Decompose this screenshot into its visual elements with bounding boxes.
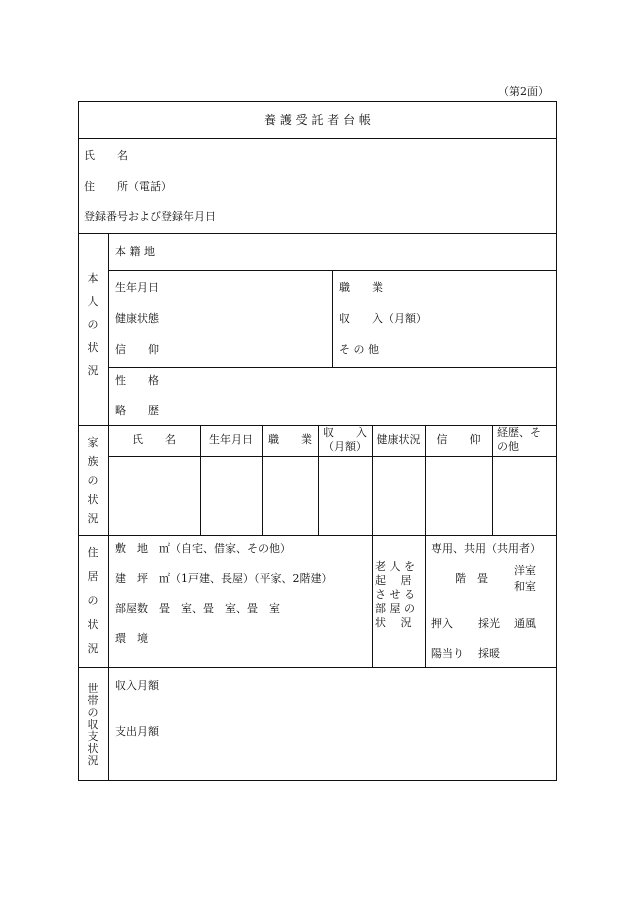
family-col-faith: 信 仰	[436, 433, 481, 446]
self-section-label: 本 人 の 状 況	[87, 272, 99, 377]
birthdate-label: 生年月日	[115, 281, 159, 294]
environment-label: 環 境	[115, 632, 148, 645]
family-col-name: 氏 名	[132, 433, 176, 446]
page-number-label: （第2面）	[498, 85, 549, 98]
household-expense-label: 支出月額	[115, 725, 159, 738]
occupation-label: 職 業	[339, 281, 383, 294]
site-area-label: 敷 地 ㎡（自宅、借家、その他）	[115, 542, 291, 555]
family-col-income-top: 収 入	[323, 426, 367, 439]
address-field-label: 住 所（電話）	[84, 180, 172, 193]
family-col-history-bottom: の他	[497, 440, 519, 453]
lighting-label: 採光	[478, 617, 500, 630]
room-count-label: 部屋数 畳 室、畳 室、畳 室	[115, 602, 280, 615]
family-col-job: 職 業	[268, 433, 312, 446]
elder-room-label: 老 人 を 起 居 さ せ る 部 屋 の 状 況	[375, 560, 415, 629]
heating-label: 採暖	[478, 647, 500, 660]
registration-field-label: 登録番号および登録年月日	[84, 210, 216, 223]
other-label: そ の 他	[339, 343, 379, 356]
career-label: 略 歴	[115, 404, 159, 417]
family-section-label: 家 族 の 状 況	[87, 436, 99, 525]
name-field-label: 氏 名	[84, 149, 128, 162]
monthly-income-label: 収 入（月額）	[339, 312, 427, 325]
ventilation-label: 通風	[514, 617, 536, 630]
budget-section-label: 世 帯 の 収 支 状 況	[87, 682, 99, 767]
western-room-label: 洋室	[514, 564, 536, 577]
family-col-birth: 生年月日	[209, 433, 253, 446]
japanese-room-label: 和室	[514, 580, 536, 593]
household-income-label: 収入月額	[115, 679, 159, 692]
floor-tatami-label: 階 畳	[455, 572, 488, 585]
family-col-history-top: 経歴、そ	[497, 426, 541, 439]
character-label: 性 格	[115, 374, 159, 387]
family-col-health: 健康状況	[376, 433, 421, 446]
housing-section-label: 住 居 の 状 況	[87, 546, 99, 655]
faith-label: 信 仰	[115, 343, 159, 356]
floor-area-label: 建 坪 ㎡（1戸建、長屋）（平家、2階建）	[115, 572, 333, 585]
family-col-income-bottom: （月額）	[323, 440, 367, 453]
room-usage-label: 専用、共用（共用者）	[431, 542, 541, 555]
closet-label: 押入	[431, 617, 453, 630]
health-label: 健康状態	[115, 312, 159, 325]
domicile-label: 本 籍 地	[115, 245, 155, 258]
form-title: 養 護 受 託 者 台 帳	[264, 113, 371, 127]
sunlight-label: 陽当り	[431, 647, 464, 660]
